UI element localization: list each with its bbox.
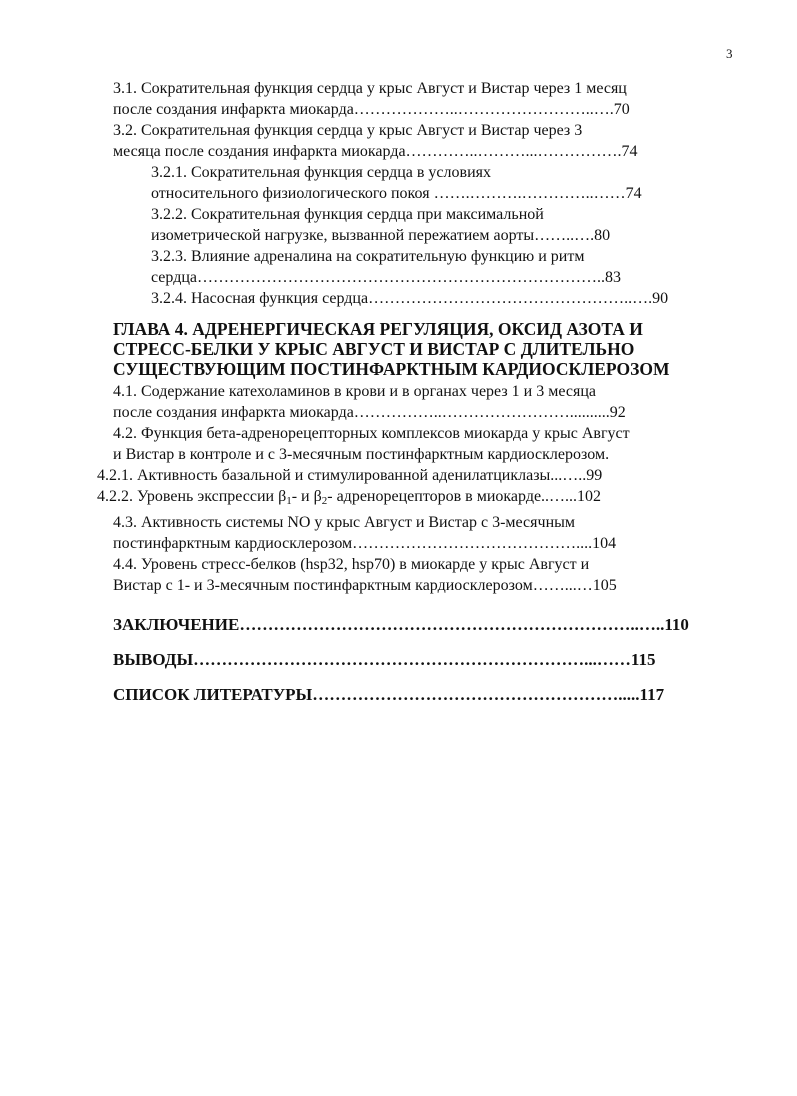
chapter-heading-line: СУЩЕСТВУЮЩИМ ПОСТИНФАРКТНЫМ КАРДИОСКЛЕРОЗОМ (113, 359, 670, 379)
toc-entry-text: Вистар с 1- и 3-месячным постинфарктным кардиосклерозом……...…105 (113, 577, 617, 594)
toc-entry-text: постинфарктным кардиосклерозом……………………………………....104 (113, 535, 617, 552)
toc-entry-text: изометрической нагрузке, вызванной пережатием аорты……..….80 (151, 227, 611, 244)
toc-entry-4-2 (113, 423, 743, 465)
toc-entry-text: 4.2.1. Активность базальной и стимулированной аденилатциклазы...…..99 (97, 467, 603, 484)
toc-entry-text: 4.1. Содержание катехоламинов в крови и в органах через 1 и 3 месяца (113, 383, 596, 400)
toc-entry-text-part: 4.2.2. Уровень экспрессии β (97, 488, 287, 505)
toc-entry-3-2-1 (113, 162, 743, 204)
toc-entry-3-2-3 (113, 246, 743, 288)
toc-entry-text-part: - и β (291, 488, 322, 505)
toc-entry-text: 3.1. Сократительная функция сердца у крыс Август и Вистар через 1 месяц (113, 80, 627, 97)
table-of-contents (97, 78, 743, 706)
chapter-heading-line: ГЛАВА 4. АДРЕНЕРГИЧЕСКАЯ РЕГУЛЯЦИЯ, ОКСИД АЗОТА И (113, 319, 643, 339)
toc-entry-text: 3.2.4. Насосная функция сердца…………………………………………..….90 (151, 290, 669, 307)
toc-entry-text: 4.2. Функция бета-адренорецепторных комплексов миокарда у крыс Август (113, 425, 630, 442)
toc-entry-text: сердца…………………………………………………………………..83 (151, 269, 621, 286)
subscript: 2 (321, 495, 328, 507)
toc-entry-3-2 (113, 120, 743, 162)
toc-entry-text: относительного физиологического покоя …….……….…………..……74 (151, 185, 642, 202)
toc-entry-4-4 (113, 554, 743, 596)
toc-entry-text: 3.2.3. Влияние адреналина на сократительную функцию и ритм (151, 248, 585, 265)
toc-entry-text: и Вистар в контроле и с 3-месячным постинфарктным кардиосклерозом. (113, 446, 610, 463)
toc-references: СПИСОК ЛИТЕРАТУРЫ……………………………………………….....117 (113, 685, 665, 704)
toc-entry-3-2-4 (113, 288, 743, 309)
toc-entry-text: 3.2.1. Сократительная функция сердца в условиях (151, 164, 491, 181)
toc-entry-text: после создания инфаркта миокарда………………..……………………..….70 (113, 101, 630, 118)
page-number: 3 (726, 46, 733, 61)
toc-entry-text (97, 486, 743, 512)
toc-entry-text: после создания инфаркта миокарда……………..……………………..........92 (113, 404, 626, 421)
toc-entry-text: 3.2. Сократительная функция сердца у крыс Август и Вистар через 3 (113, 122, 583, 139)
chapter-4-heading (113, 319, 743, 379)
toc-entry-4-1 (113, 381, 743, 423)
toc-entry-3-1 (113, 78, 743, 120)
toc-entry-text: 3.2.2. Сократительная функция сердца при максимальной (151, 206, 544, 223)
toc-entry-text-part: - адренорецепторов в миокарде..…...102 (327, 488, 602, 505)
toc-entry-4-2-2 (97, 486, 743, 512)
toc-conclusion: ЗАКЛЮЧЕНИЕ……………………………………………………………..…..110 (113, 615, 689, 634)
toc-entry-4-2-1 (97, 465, 743, 486)
toc-entry-text: месяца после создания инфаркта миокарда…………..………...…………….74 (113, 143, 638, 160)
toc-findings: ВЫВОДЫ……………………………………………………………...……115 (113, 650, 656, 669)
toc-entry-3-2-2 (113, 204, 743, 246)
subscript: 1 (286, 495, 292, 507)
toc-entry-text: 4.3. Активность системы NO у крыс Август и Вистар с 3-месячным (113, 514, 575, 531)
chapter-heading-line: СТРЕСС-БЕЛКИ У КРЫС АВГУСТ И ВИСТАР С ДЛИТЕЛЬНО (113, 339, 635, 359)
toc-entry-4-3 (113, 512, 743, 554)
toc-entry-text: 4.4. Уровень стресс-белков (hsp32, hsp70) в миокарде у крыс Август и (113, 556, 590, 573)
